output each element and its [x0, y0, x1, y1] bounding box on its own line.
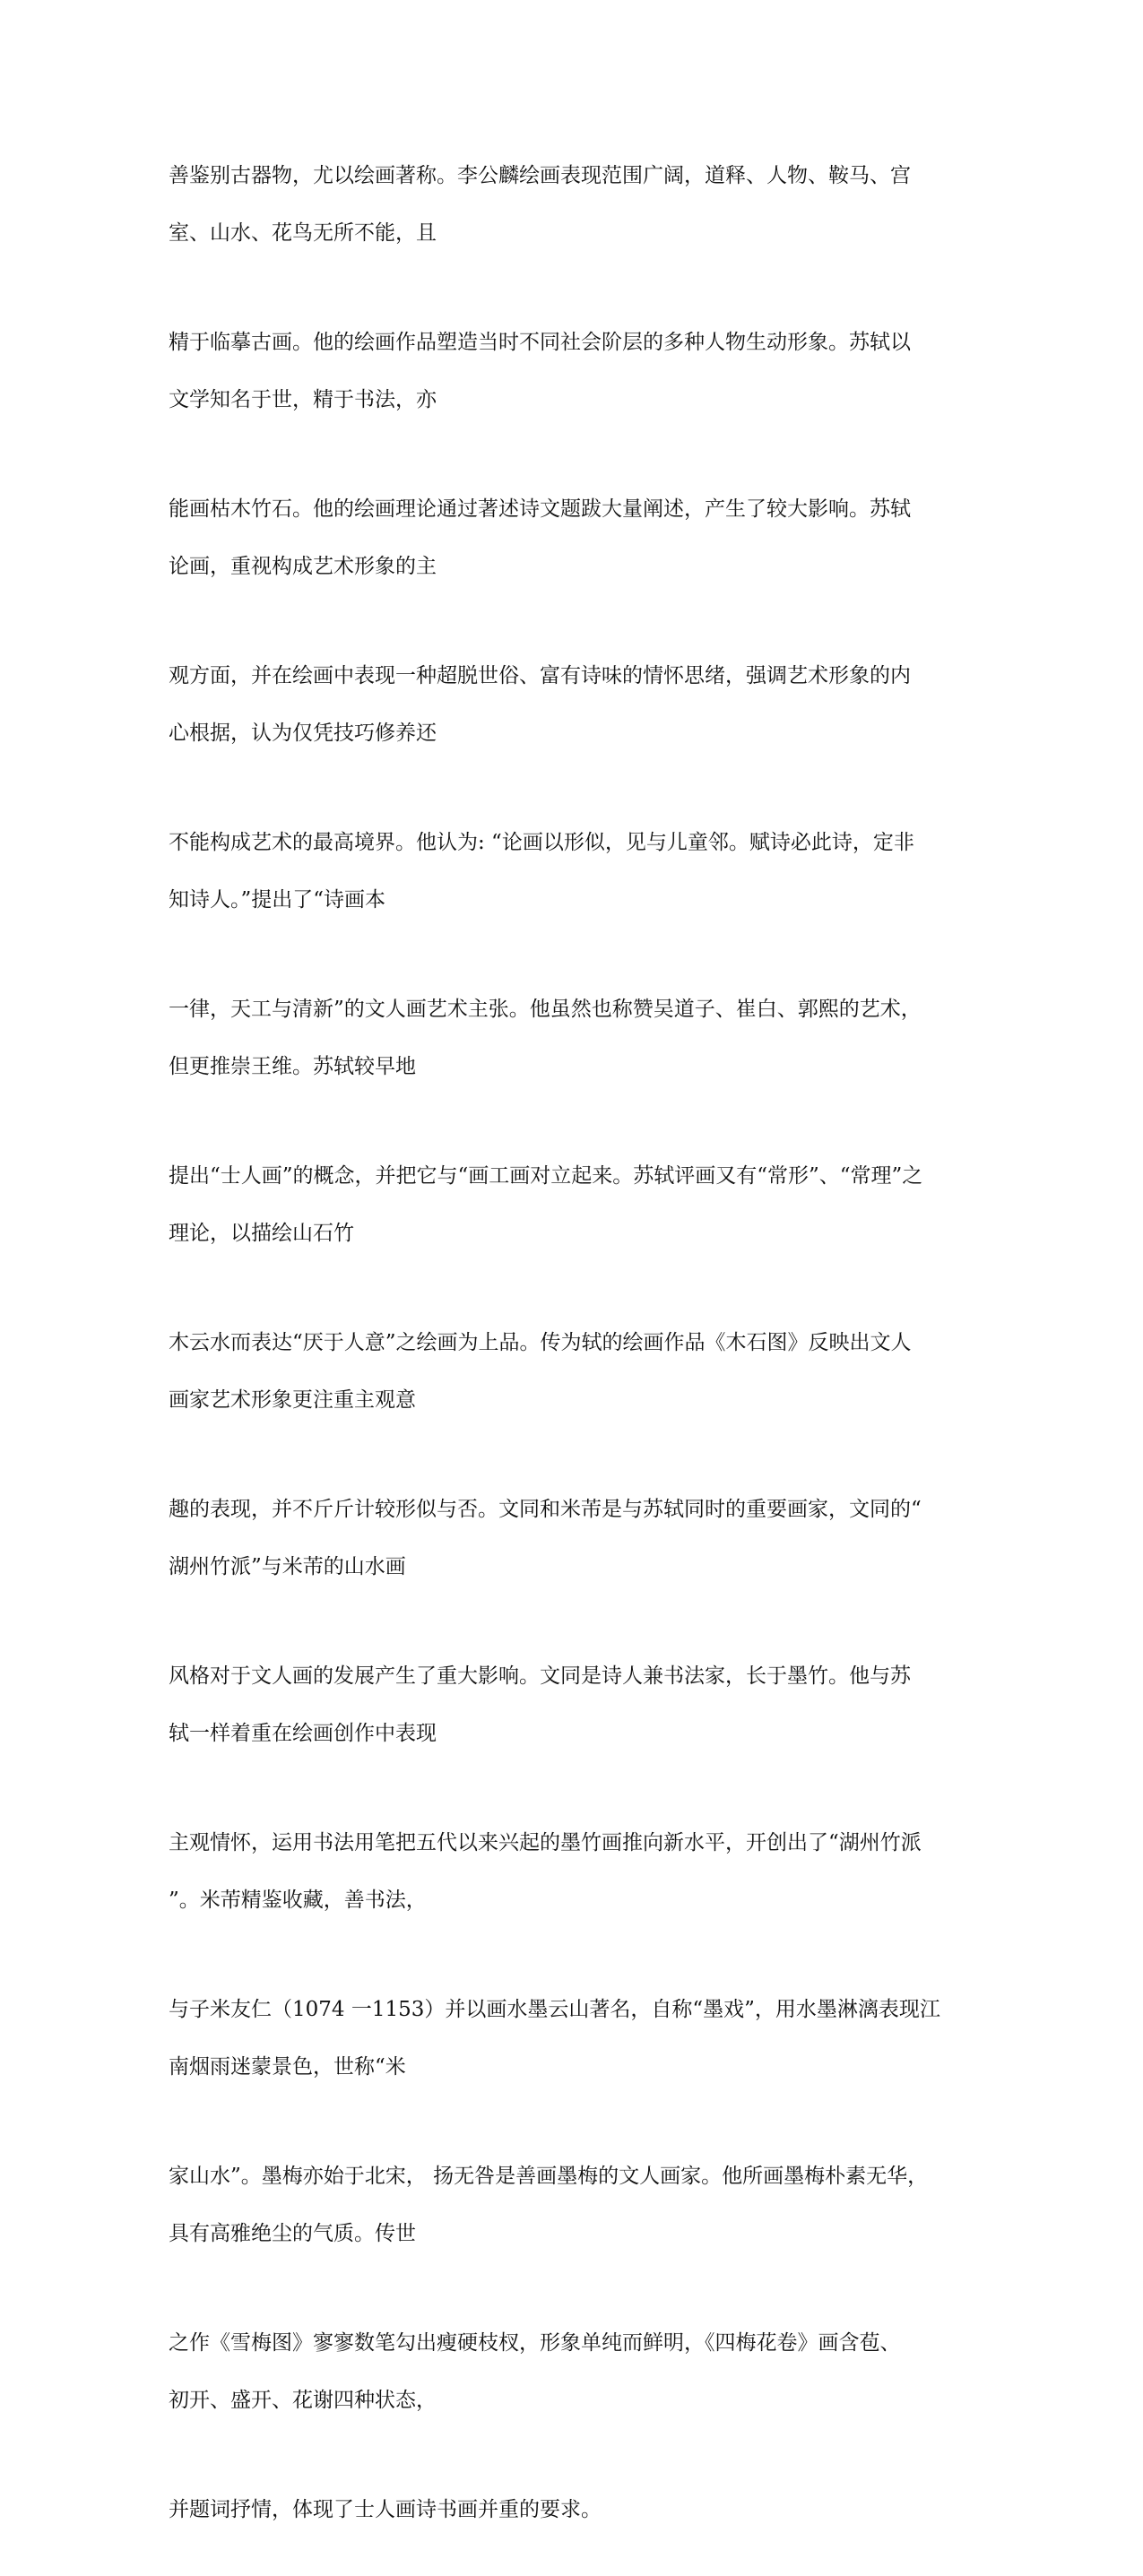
text-line: 论画，重视构成艺术形象的主 [169, 555, 437, 578]
text-line: 文学知名于世，精于书法，亦 [169, 388, 437, 411]
text-line: 能画枯木竹石。他的绘画理论通过著述诗文题跋大量阐述，产生了较大影响。苏轼 [169, 497, 911, 521]
paragraph [169, 133, 975, 276]
text-line: 理论，以描绘山石竹 [169, 1222, 354, 1245]
text-line: 但更推崇王维。苏轼较早地 [169, 1055, 416, 1078]
text-line: 风格对于文人画的发展产生了重大影响。文同是诗人兼书法家，长于墨竹。他与苏 [169, 1664, 911, 1688]
text-line: 室、山水、花鸟无所不能，且 [169, 221, 437, 245]
paragraph [169, 299, 975, 443]
paragraph [169, 2133, 975, 2277]
paragraph [169, 800, 975, 943]
text-line: 不能构成艺术的最高境界。他认为: “论画以形似，见与儿童邻。赋诗必此诗，定非 [169, 831, 914, 854]
paragraph [169, 1300, 975, 1443]
paragraph [169, 633, 975, 776]
paragraph [169, 1633, 975, 1776]
text-line: 木云水而表达“厌于人意”之绘画为上品。传为轼的绘画作品《木石图》反映出文人 [169, 1331, 912, 1354]
text-line: 知诗人。”提出了“诗画本 [169, 888, 386, 912]
text-line: 之作《雪梅图》寥寥数笔勾出瘦硬枝杈，形象单纯而鲜明，《四梅花卷》画含苞、 [169, 2331, 901, 2355]
paragraph [169, 2467, 975, 2553]
text-line: 趣的表现，并不斤斤计较形似与否。文同和米芾是与苏轼同时的重要画家，文同的“ [169, 1498, 922, 1521]
paragraph [169, 2300, 975, 2443]
text-line: 一律，天工与清新”的文人画艺术主张。他虽然也称赞吴道子、崔白、郭熙的艺术， [169, 998, 922, 1021]
text-line: 画家艺术形象更注重主观意 [169, 1388, 416, 1412]
paragraph [169, 1133, 975, 1276]
paragraph [169, 1967, 975, 2110]
text-line: 轼一样着重在绘画创作中表现 [169, 1722, 437, 1745]
text-line: 与子米友仁（1074 一1153）并以画水墨云山著名，自称“墨戏”，用水墨淋漓表现江 [169, 1998, 940, 2021]
text-line: 南烟雨迷蒙景色，世称“米 [169, 2055, 406, 2079]
paragraph [169, 466, 975, 609]
text-line: 心根据，认为仅凭技巧修养还 [169, 722, 437, 745]
text-line: 善鉴别古器物，尤以绘画著称。李公麟绘画表现范围广阔，道释、人物、鞍马、宫 [169, 164, 911, 187]
text-line: 精于临摹古画。他的绘画作品塑造当时不同社会阶层的多种人物生动形象。苏轼以 [169, 331, 911, 354]
text-line: 具有高雅绝尘的气质。传世 [169, 2222, 416, 2245]
text-line: 观方面，并在绘画中表现一种超脱世俗、富有诗味的情怀思绪，强调艺术形象的内 [169, 664, 911, 687]
text-line: ”。米芾精鉴收藏，善书法， [169, 1889, 427, 1912]
text-line: 初开、盛开、花谢四种状态， [169, 2389, 437, 2412]
text-line: 家山水”。墨梅亦始于北宋， 扬无咎是善画墨梅的文人画家。他所画墨梅朴素无华， [169, 2165, 929, 2188]
text-line: 主观情怀，运用书法用笔把五代以来兴起的墨竹画推向新水平，开创出了“湖州竹派 [169, 1831, 922, 1854]
document-body [169, 133, 975, 2576]
text-line: 并题词抒情，体现了士人画诗书画并重的要求。 [169, 2498, 602, 2521]
paragraph [169, 1466, 975, 1610]
paragraph [169, 1800, 975, 1943]
text-line: 提出“士人画”的概念，并把它与“画工画对立起来。苏轼评画又有“常形”、“常理”之 [169, 1164, 923, 1188]
paragraph [169, 966, 975, 1110]
text-line: 湖州竹派”与米芾的山水画 [169, 1555, 406, 1578]
